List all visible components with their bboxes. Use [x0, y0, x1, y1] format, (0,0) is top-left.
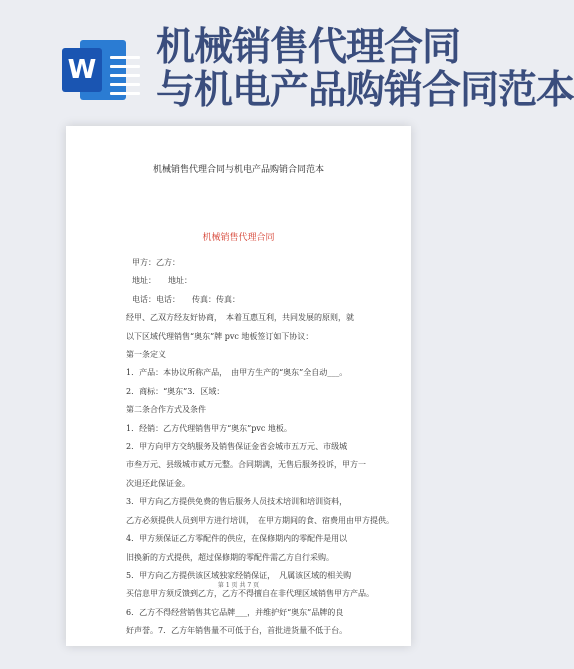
- body-line: 第一条定义: [126, 350, 166, 360]
- body-line: 甲方：乙方：: [132, 258, 180, 267]
- body-line: 地址： 地址：: [132, 276, 192, 286]
- body-line: 1．产品：本协议所称产品， 由甲方生产的“奥东”全自动___。: [126, 368, 348, 378]
- body-line: 第二条合作方式及条件: [126, 405, 206, 415]
- body-line: 经甲、乙双方经友好协商， 本着互惠互利，共同发展的原则，就: [126, 313, 354, 323]
- document-header: 机械销售代理合同与机电产品购销合同范本: [152, 165, 324, 175]
- banner-title-line-2: 与机电产品购销合同范本: [156, 67, 574, 113]
- body-line: 以下区域代理销售“奥东”牌 pvc 地板签订如下协议：: [126, 331, 314, 341]
- banner: [0, 0, 574, 116]
- body-line: 市叁万元、县级城市贰万元整。合同期满，无售后服务投诉，甲方一: [126, 460, 366, 470]
- word-document-icon: [62, 36, 128, 104]
- document-title: 机械销售代理合同: [202, 233, 275, 243]
- body-line: 2．商标：“奥东”3．区域：: [126, 386, 225, 396]
- banner-title-line-1: 机械销售代理合同: [156, 24, 461, 70]
- banner-title: [156, 24, 574, 113]
- body-line: 6．乙方不得经营销售其它品牌___，并维护好“奥东”品牌的良: [126, 607, 344, 617]
- body-line: 旧换新的方式提供，超过保修期的零配件需乙方自行采购。: [126, 552, 334, 562]
- document-page[interactable]: [66, 126, 411, 646]
- body-line: 5．甲方向乙方提供该区域独家经销保证， 凡属该区域的相关购: [126, 570, 352, 580]
- body-line: 4．甲方须保证乙方零配件的供应，在保修期内的零配件是用以: [126, 534, 348, 544]
- body-line: 2．甲方向甲方交纳服务及销售保证金省会城市五万元、市级城: [126, 442, 348, 452]
- body-line: 好声誉。7．乙方年销售量不可低于台，首批进货量不低于台。: [126, 626, 348, 636]
- body-line: 1．经销：乙方代理销售甲方“奥东”pvc 地板。: [126, 423, 292, 433]
- body-line: 电话：电话： 传真：传真：: [132, 294, 240, 304]
- body-line: 买信息甲方须反馈到乙方，乙方不得擅自在非代理区域销售甲方产品。: [126, 589, 374, 599]
- word-icon-lines: [110, 56, 140, 101]
- body-line: 3．甲方向乙方提供免费的售后服务人员技术培训和培训资料，: [126, 497, 348, 507]
- body-line: 次退还此保证金。: [126, 478, 190, 488]
- word-icon-letter: W: [62, 48, 102, 92]
- body-line: 乙方必须提供人员到甲方进行培训， 在甲方期间的食、宿费用由甲方提供。: [126, 515, 394, 525]
- page-number: 第 1 页 共 7 页: [217, 582, 260, 589]
